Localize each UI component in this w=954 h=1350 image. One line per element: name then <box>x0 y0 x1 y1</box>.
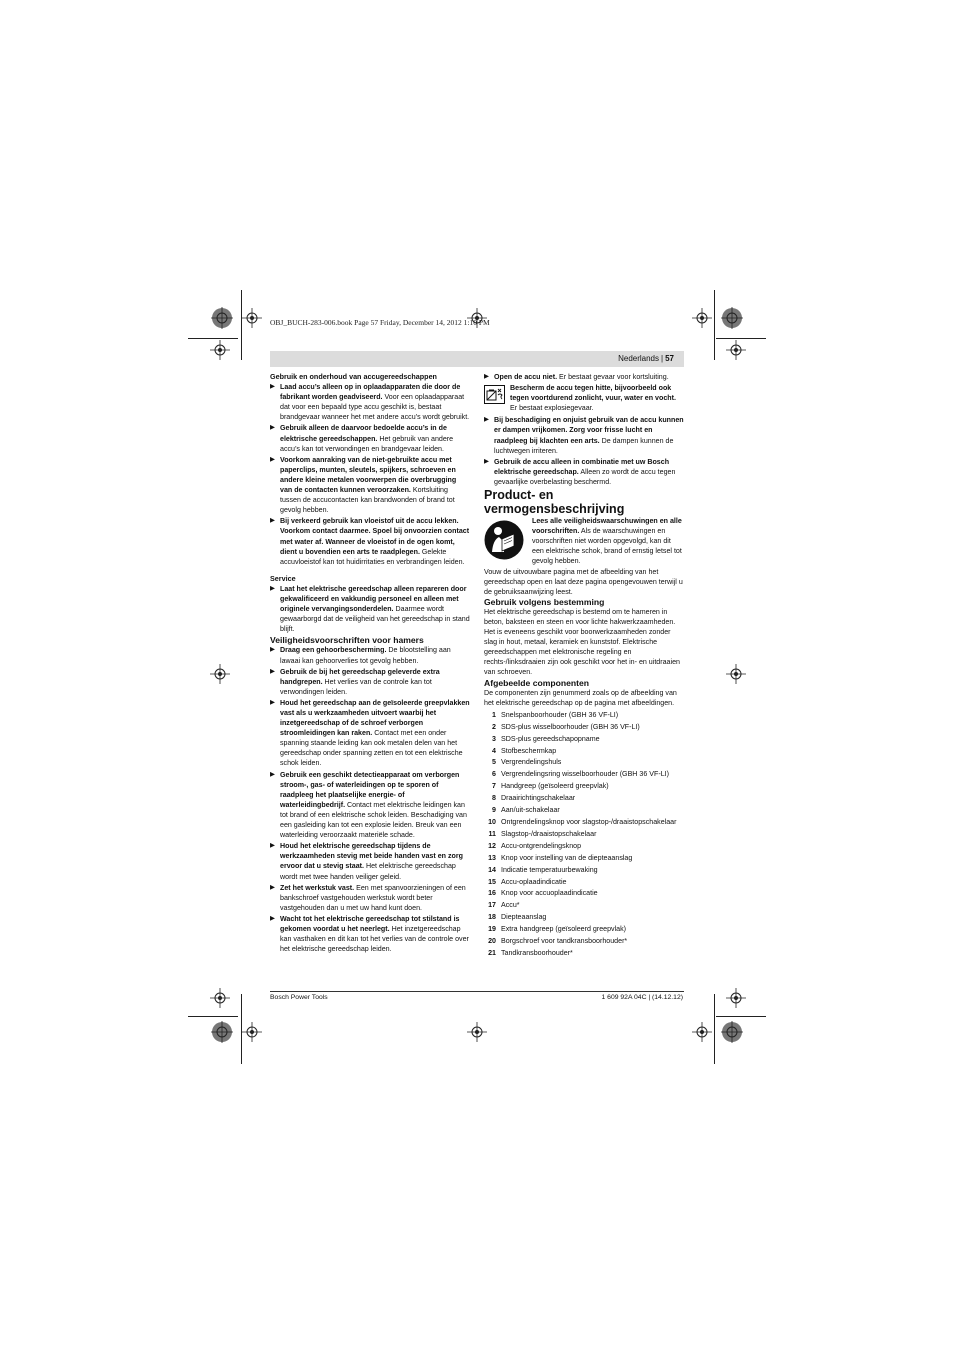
safety-bullet: ▶ Laat het elektrische gereedschap alleen repareren door gekwalificeerd en vakkundig personeel en alleen met originele vervangingsonderdelen. Daarmee wordt gewaarborgd dat de veiligheid van het gereedschap in stand blijft. <box>270 584 470 634</box>
component-number: 15 <box>488 877 496 886</box>
right-column <box>484 372 684 960</box>
component-label: Diepteaanslag <box>501 913 547 922</box>
list-item <box>484 829 684 841</box>
component-number: 18 <box>488 913 496 922</box>
component-label: Handgreep (geïsoleerd greepvlak) <box>501 782 609 791</box>
bullet-arrow-icon: ▶ <box>270 667 275 675</box>
safety-bullet: ▶ Open de accu niet. Er bestaat gevaar voor kortsluiting. <box>484 373 669 381</box>
crop-mark <box>716 1016 766 1017</box>
crosshair-icon <box>726 664 746 684</box>
component-number: 7 <box>492 782 496 791</box>
registration-target-icon <box>720 1020 744 1044</box>
safety-bullet: ▶ Bij beschadiging en onjuist gebruik van de accu kunnen er dampen vrijkomen. Zorg voor frisse lucht en raadpleeg bij klachten een arts. De dampen kunnen de luchtwegen irriteren. <box>484 416 684 455</box>
footer-rule <box>270 991 684 992</box>
component-label: Draairichtingschakelaar <box>501 794 576 803</box>
bullet-arrow-icon: ▶ <box>270 698 275 706</box>
running-header <box>618 354 674 363</box>
bullet-arrow-icon: ▶ <box>270 914 275 922</box>
section-heading: Gebruik volgens bestemming <box>484 596 605 607</box>
bullet-arrow-icon: ▶ <box>484 416 489 424</box>
left-column <box>270 372 470 955</box>
components-list <box>484 710 684 960</box>
component-number: 13 <box>488 853 496 862</box>
bullet-arrow-icon: ▶ <box>270 770 275 778</box>
bullet-arrow-icon: ▶ <box>270 517 275 525</box>
list-item <box>484 900 684 912</box>
crop-mark <box>716 338 766 339</box>
component-number: 3 <box>492 734 496 743</box>
list-item <box>484 769 684 781</box>
component-label: Tandkransboorhouder* <box>501 948 573 957</box>
safety-bullet: ▶ Houd het gereedschap aan de geïsoleerde greepvlakken vast als u werkzaamheden uitvoert waarbij het inzetgereedschap of de schroef verborgen stroomleidingen kan raken. Contact met een onder spanning staande leiding kan ook metalen delen van het gereedschap onder spanning zetten en tot een elektrische schok leiden. <box>270 698 470 768</box>
section-heading: Product- en vermogensbeschrijving <box>484 488 625 517</box>
bullet-arrow-icon: ▶ <box>270 424 275 432</box>
component-number: 11 <box>488 829 496 838</box>
component-number: 17 <box>488 901 496 910</box>
component-label: Accu* <box>501 901 520 910</box>
footer-brand: Bosch Power Tools <box>270 994 328 1001</box>
component-label: Vergrendelingshuls <box>501 758 562 767</box>
component-number: 14 <box>488 865 496 874</box>
read-manual-icon <box>484 520 524 560</box>
header-language: Nederlands <box>618 354 660 363</box>
component-number: 19 <box>488 925 496 934</box>
list-item <box>484 912 684 924</box>
safety-bullet: ▶ Laad accu’s alleen op in oplaadapparaten die door de fabrikant worden geadviseerd. Voor een oplaadapparaat dat voor een bepaald type accu geschikt is, bestaat brandgevaar wanneer het met andere accu’s wordt gebruikt. <box>270 383 470 422</box>
list-item <box>484 865 684 877</box>
component-label: SDS-plus gereedschapopname <box>501 734 600 743</box>
header-separator: | <box>661 354 664 363</box>
list-item <box>484 722 684 734</box>
list-item <box>484 936 684 948</box>
file-info: OBJ_BUCH-283-006.book Page 57 Friday, December 14, 2012 1:10 PM <box>270 318 490 327</box>
section-heading: Afgebeelde componenten <box>484 677 590 688</box>
component-label: Borgschroef voor tandkransboorhouder* <box>501 937 628 946</box>
component-label: Slagstop-/draaistopschakelaar <box>501 829 597 838</box>
component-number: 12 <box>488 841 496 850</box>
component-label: Extra handgreep (geïsoleerd greepvlak) <box>501 925 627 934</box>
crop-mark <box>188 1016 238 1017</box>
list-item <box>484 853 684 865</box>
intended-use-text: Het elektrische gereedschap is bestemd om te hameren in beton, baksteen en steen en voor lichte hakwerkzaamheden. Het is eveneens geschikt voor boorwerkzaamheden zonder slag in hout, metaal, keramiek en kunststof. Elektrische gereedschappen met elektronische regeling en rechts-/linksdraaien zijn ook geschikt voor het in- en uitdraaien van schroeven. <box>484 607 680 677</box>
bullet-arrow-icon: ▶ <box>270 383 275 391</box>
crosshair-icon <box>467 1022 487 1042</box>
component-label: SDS-plus wisselboorhouder (GBH 36 VF-LI) <box>501 722 640 731</box>
crosshair-icon <box>726 988 746 1008</box>
bullet-arrow-icon: ▶ <box>270 584 275 592</box>
components-intro: De componenten zijn genummerd zoals op de afbeelding van het elektrische gereedschap op de pagina met afbeeldingen. <box>484 688 677 707</box>
read-instructions-warning: Lees alle veiligheidswaarschuwingen en alle voorschriften. Als de waarschuwingen en voorschriften niet worden opgevolgd, kan dit een elektrische schok, brand of ernstig letsel tot gevolg hebben. <box>484 516 684 566</box>
bullet-arrow-icon: ▶ <box>270 646 275 654</box>
component-number: 9 <box>492 806 496 815</box>
component-number: 4 <box>492 746 496 755</box>
battery-heat-warning-icon <box>484 385 505 404</box>
safety-bullet: ▶ Houd het elektrische gereedschap tijdens de werkzaamheden stevig met beide handen vast en zorg ervoor dat u stevig staat. Het elektrische gereedschap wordt met twee handen veiliger geleid. <box>270 842 463 881</box>
crosshair-icon <box>692 308 712 328</box>
component-label: Knop voor accuoplaadindicatie <box>501 889 598 898</box>
component-label: Ontgrendelingsknop voor slagstop-/draaistopschakelaar <box>501 817 677 826</box>
component-number: 10 <box>488 817 496 826</box>
component-label: Snelspanboorhouder (GBH 36 VF-LI) <box>501 710 619 719</box>
crop-mark <box>714 994 715 1064</box>
section-heading: Service <box>270 573 296 583</box>
list-item <box>484 805 684 817</box>
component-number: 20 <box>488 937 496 946</box>
bullet-arrow-icon: ▶ <box>270 883 275 891</box>
bullet-arrow-icon: ▶ <box>270 455 275 463</box>
component-number: 5 <box>492 758 496 767</box>
list-item <box>484 746 684 758</box>
safety-bullet: ▶ Wacht tot het elektrische gereedschap tot stilstand is gekomen voordat u het neerlegt. Het inzetgereedschap kan vasthaken en dit kan tot het verlies van de controle over het elektrische gereedschap leiden. <box>270 914 469 954</box>
component-label: Accu-ontgrendelingsknop <box>501 841 582 850</box>
safety-bullet: ▶ Bij verkeerd gebruik kan vloeistof uit de accu lekken. Voorkom contact daarmee. Spoel bij onvoorzien contact met water af. Wanneer de vloeistof in de ogen komt, dient u bovendien een arts te raadplegen. Gelekte accuvloeistof kan tot huidirritaties en verbrandingen leiden. <box>270 517 470 566</box>
component-label: Accu-oplaadindicatie <box>501 877 567 886</box>
footer-code: 1 609 92A 04C | (14.12.12) <box>601 994 683 1001</box>
list-item <box>484 734 684 746</box>
component-number: 8 <box>492 794 496 803</box>
registration-target-icon <box>210 1020 234 1044</box>
component-number: 6 <box>492 770 496 779</box>
component-number: 2 <box>492 722 496 731</box>
component-number: 21 <box>488 948 496 957</box>
crosshair-icon <box>242 1022 262 1042</box>
list-item <box>484 781 684 793</box>
crosshair-icon <box>242 308 262 328</box>
list-item <box>484 793 684 805</box>
crop-mark <box>188 338 238 339</box>
bullet-arrow-icon: ▶ <box>484 457 489 465</box>
list-item <box>484 948 684 960</box>
list-item <box>484 888 684 900</box>
component-label: Vergrendelingsring wisselboorhouder (GBH 36 VF-LI) <box>501 770 669 779</box>
safety-bullet: ▶ Gebruik alleen de daarvoor bedoelde accu’s in de elektrische gereedschappen. Het gebruik van andere accu’s kan tot verwondingen en brandgevaar leiden. <box>270 424 454 453</box>
component-label: Stofbeschermkap <box>501 746 557 755</box>
crosshair-icon <box>210 664 230 684</box>
crosshair-icon <box>210 988 230 1008</box>
component-number: 1 <box>492 710 496 719</box>
component-label: Aan/uit-schakelaar <box>501 806 560 815</box>
bullet-arrow-icon: ▶ <box>484 373 489 380</box>
crosshair-icon <box>726 340 746 360</box>
crop-mark <box>714 290 715 360</box>
list-item <box>484 877 684 889</box>
registration-target-icon <box>720 306 744 330</box>
list-item <box>484 841 684 853</box>
fold-out-note: Vouw de uitvouwbare pagina met de afbeelding van het gereedschap open en laat deze pagina opengevouwen terwijl u de gebruiksaanwijzing leest. <box>484 567 683 596</box>
list-item <box>484 817 684 829</box>
section-heading: Veiligheidsvoorschriften voor hamers <box>270 635 424 646</box>
safety-bullet: ▶ Draag een gehoorbescherming. De blootstelling aan lawaai kan gehoorverlies tot gevolg hebben. <box>270 646 451 665</box>
safety-bullet: ▶ Zet het werkstuk vast. Een met spanvoorzieningen of een bankschroef vastgehouden werkstuk wordt beter vastgehouden dan u met uw hand kunt doen. <box>270 883 466 912</box>
list-item <box>484 710 684 722</box>
section-heading: Gebruik en onderhoud van accugereedschappen <box>270 372 437 381</box>
bullet-arrow-icon: ▶ <box>270 842 275 850</box>
list-item <box>484 924 684 936</box>
component-label: Indicatie temperatuurbewaking <box>501 865 598 874</box>
safety-bullet: ▶ Gebruik de bij het gereedschap geleverde extra handgrepen. Het verlies van de controle kan tot verwondingen leiden. <box>270 667 440 696</box>
registration-target-icon <box>210 306 234 330</box>
safety-bullet: ▶ Gebruik een geschikt detectieapparaat om verborgen stroom-, gas- of waterleidingen op te sporen of raadpleeg het plaatselijke energie- of waterleidingbedrijf. Contact met elektrische leidingen kan tot brand of een elektrische schok leiden. Beschadiging van een gasleiding kan tot een explosie leiden. Breuk van een waterleiding veroorzaakt materiële schade. <box>270 770 467 840</box>
heat-warning: Bescherm de accu tegen hitte, bijvoorbeeld ook tegen voortdurend zonlicht, vuur, water en vocht. Er bestaat explosiegevaar. <box>484 383 684 413</box>
list-item <box>484 757 684 769</box>
crosshair-icon <box>692 1022 712 1042</box>
safety-bullet: ▶ Voorkom aanraking van de niet-gebruikte accu met paperclips, munten, sleutels, spijkers, schroeven en andere kleine metalen voorwerpen die overbrugging van de contacten kunnen veroorzaken. Kortsluiting tussen de accucontacten kan brandwonden of brand tot gevolg hebben. <box>270 455 457 515</box>
page-number: 57 <box>665 354 674 363</box>
safety-bullet: ▶ Gebruik de accu alleen in combinatie met uw Bosch elektrische gereedschap. Alleen zo wordt de accu tegen gevaarlijke overbelasting beschermd. <box>484 457 676 486</box>
crosshair-icon <box>210 340 230 360</box>
component-label: Knop voor instelling van de diepteaanslag <box>501 853 633 862</box>
component-number: 16 <box>488 889 496 898</box>
